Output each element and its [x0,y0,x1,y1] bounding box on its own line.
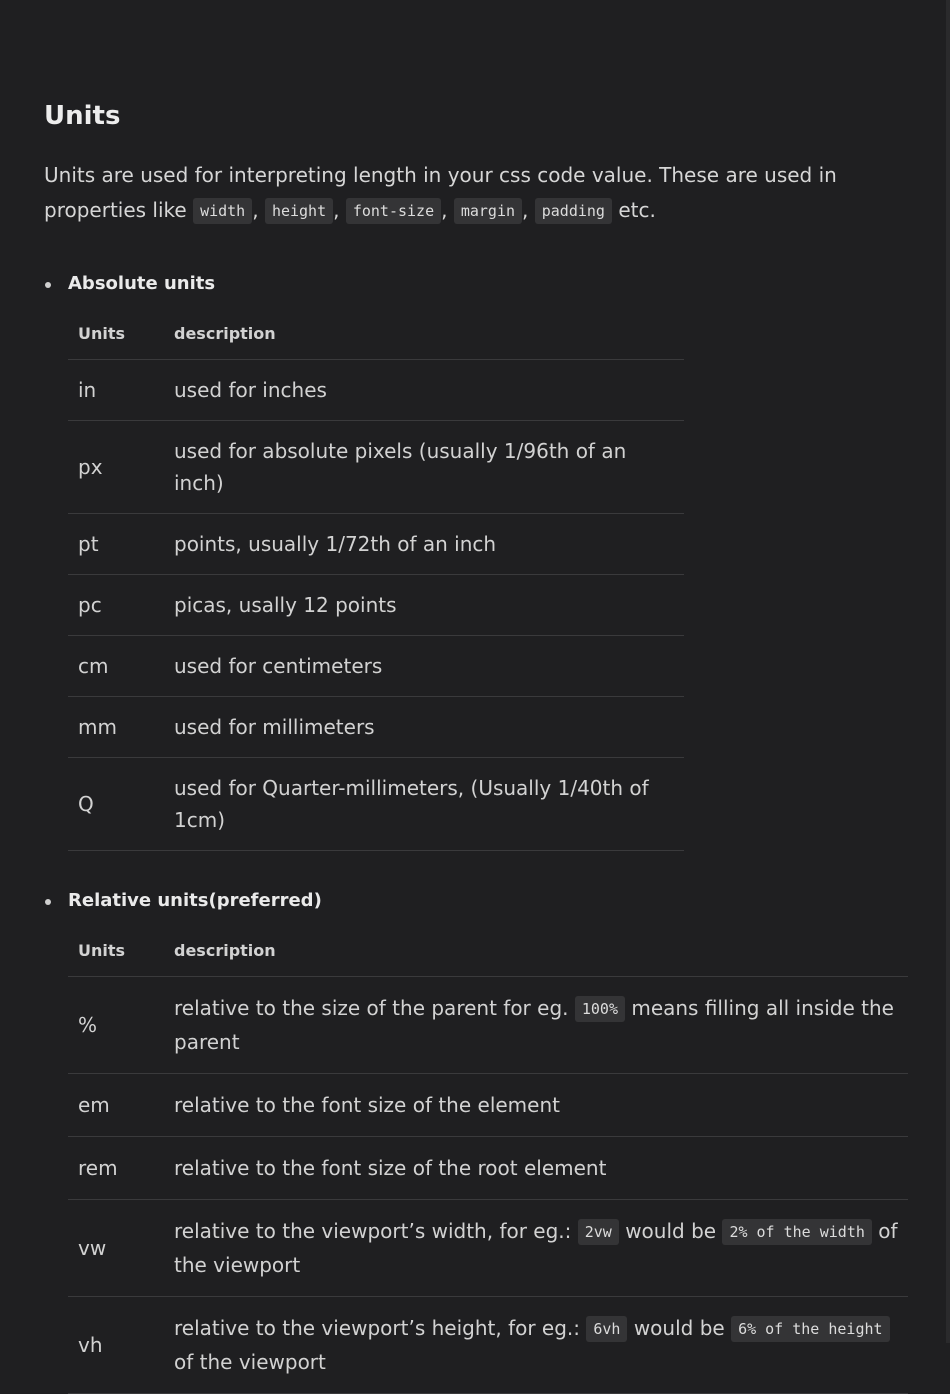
absolute-units-title: Absolute units [68,273,216,294]
separator: , [522,198,529,222]
absolute-units-body [68,360,684,851]
relative-units-title: Relative units(preferred) [68,890,322,911]
unit-cell: in [68,360,164,421]
column-header-units: Units [68,941,164,977]
table-row [68,1297,908,1394]
description-cell: used for absolute pixels (usually 1/96th of an inch) [164,421,684,514]
unit-cell: % [68,977,164,1074]
unit-cell: em [68,1074,164,1137]
description-cell [164,1200,908,1297]
table-row [68,758,684,851]
absolute-units-table [68,324,684,851]
table-header-row [68,324,684,360]
unit-cell: px [68,421,164,514]
code-padding: padding [535,198,612,224]
description-text: of the viewport [174,1219,898,1277]
unit-cell: mm [68,697,164,758]
unit-cell: rem [68,1137,164,1200]
unit-cell: Q [68,758,164,851]
bullet-icon [45,282,51,288]
bullet-icon [45,899,51,905]
relative-units-table [68,941,908,1394]
intro-text-after: etc. [618,198,656,222]
code-width: width [193,198,252,224]
table-row [68,636,684,697]
absolute-units-section [44,270,910,851]
table-row [68,977,908,1074]
inline-code: 2% of the width [722,1219,871,1245]
description-cell [164,977,908,1074]
description-cell: points, usually 1/72th of an inch [164,514,684,575]
description-cell [164,1074,908,1137]
table-row [68,421,684,514]
unit-cell: vh [68,1297,164,1394]
description-cell: used for millimeters [164,697,684,758]
inline-code: 2vw [578,1219,619,1245]
description-text: relative to the viewport’s height, for eg.: [174,1316,587,1340]
inline-code: 6vh [586,1316,627,1342]
unit-cell: pc [68,575,164,636]
table-row [68,1200,908,1297]
code-font-size: font-size [346,198,441,224]
table-row [68,1074,908,1137]
intro-paragraph [44,158,910,230]
description-text: would be [627,1316,732,1340]
unit-cell: vw [68,1200,164,1297]
separator: , [333,198,340,222]
description-text: relative to the font size of the root element [174,1156,607,1180]
table-row [68,575,684,636]
table-row [68,1137,908,1200]
description-cell [164,1297,908,1394]
column-header-units: Units [68,324,164,360]
unit-cell: cm [68,636,164,697]
table-row [68,697,684,758]
column-header-description: description [164,324,684,360]
code-margin: margin [454,198,522,224]
description-cell: used for centimeters [164,636,684,697]
relative-units-section [44,887,910,1394]
intro-text: Units are used for interpreting length in your css code value. These are used in properties like [44,163,837,222]
unit-cell: pt [68,514,164,575]
inline-code: 100% [575,996,625,1022]
description-text: means filling all inside the parent [174,996,894,1054]
description-text: relative to the viewport’s width, for eg.: [174,1219,578,1243]
table-header-row [68,941,908,977]
description-cell: used for Quarter-millimeters, (Usually 1/40th of 1cm) [164,758,684,851]
scrollbar[interactable] [946,0,950,1343]
inline-code: 6% of the height [731,1316,890,1342]
column-header-description: description [164,941,908,977]
description-cell [164,1137,908,1200]
separator: , [252,198,259,222]
description-text: would be [618,1219,723,1243]
description-text: of the viewport [174,1350,326,1374]
separator: , [441,198,448,222]
page-title: Units [44,101,121,131]
description-cell: used for inches [164,360,684,421]
relative-units-body [68,977,908,1394]
article [44,98,910,1394]
table-row [68,514,684,575]
description-text: relative to the size of the parent for eg. [174,996,575,1020]
description-text: relative to the font size of the element [174,1093,560,1117]
table-row [68,360,684,421]
description-cell: picas, usally 12 points [164,575,684,636]
code-height: height [265,198,333,224]
